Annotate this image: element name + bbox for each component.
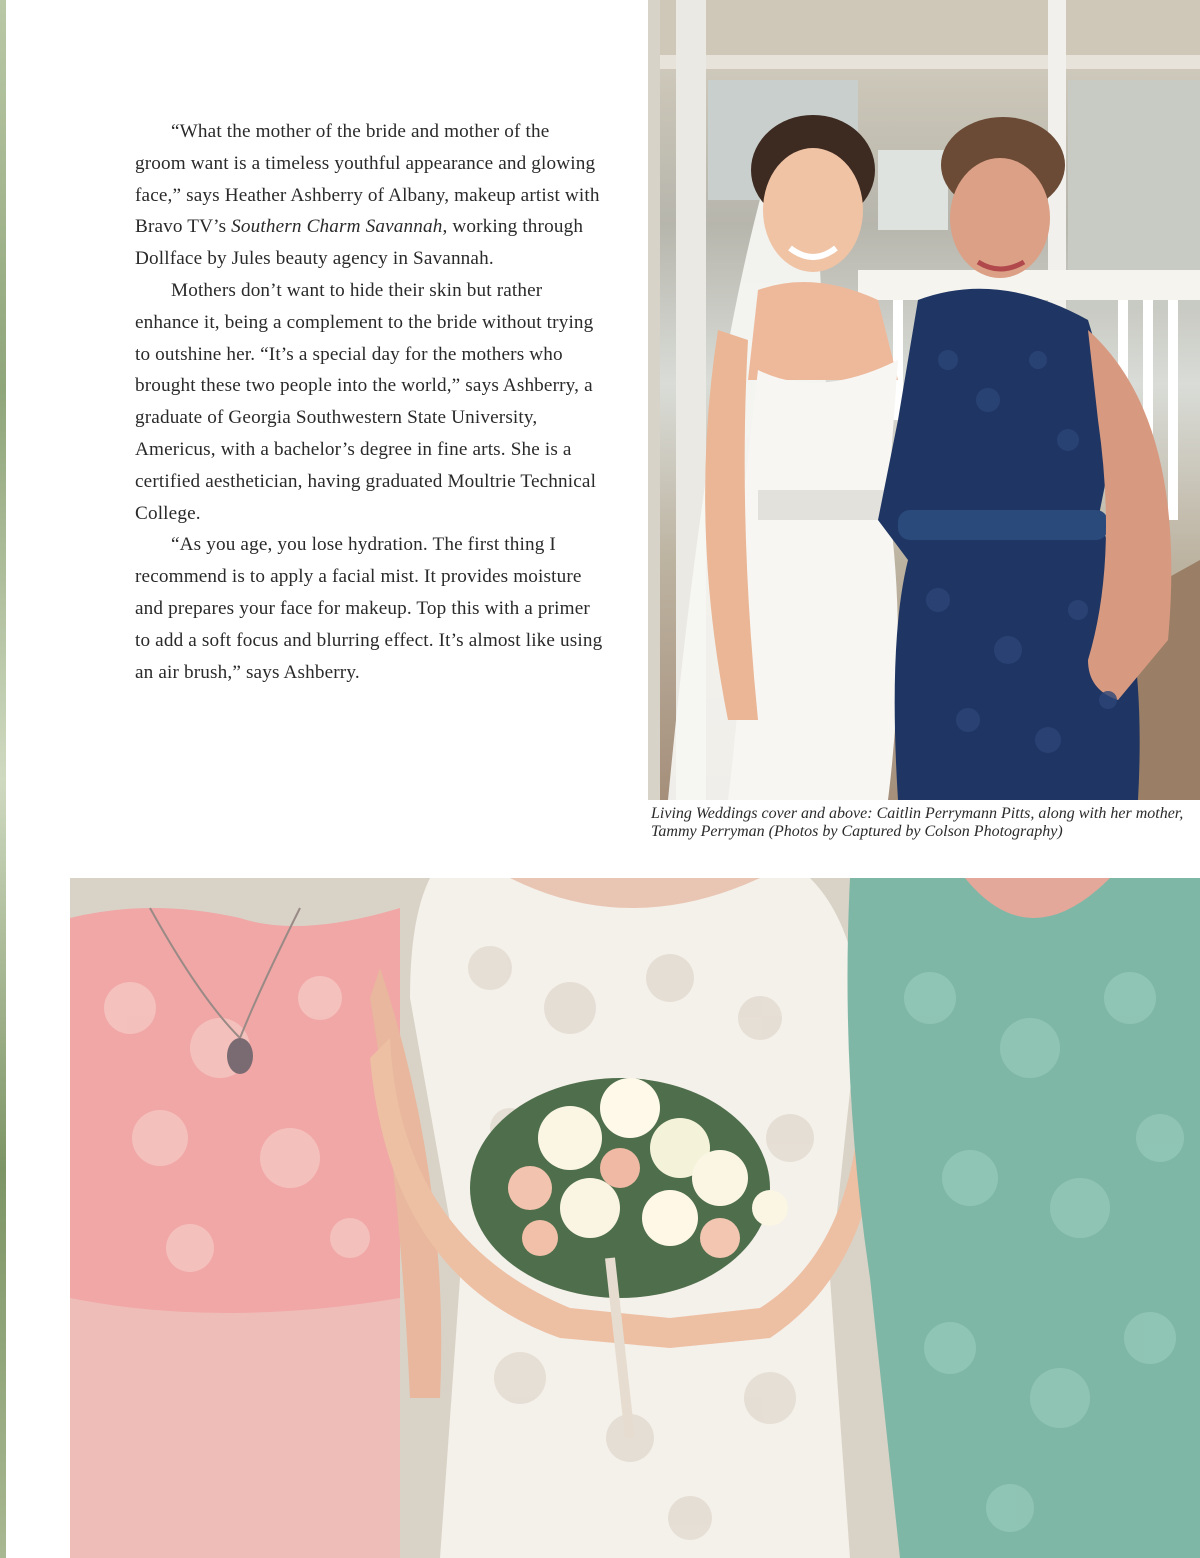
photo-caption: Living Weddings cover and above: Caitlin Perrymann Pitts, along with her mother, Tammy Perryman (Photos by Captured by Colson Photography) bbox=[651, 805, 1184, 840]
article-paragraph-1-text-b: , working through Dollface by Jules beauty agency in Savannah. bbox=[135, 216, 584, 270]
article-paragraph-1-text-a: “What the mother of the bride and mother of the groom want is a timeless youthful appearance and glowing face,” says Heather Ashberry of Albany, makeup artist with Bravo TV’s bbox=[135, 121, 600, 238]
article-paragraph-1 bbox=[135, 116, 605, 275]
bride-and-mother-illustration bbox=[648, 0, 1200, 800]
tv-show-title: Southern Charm Savannah bbox=[231, 216, 443, 238]
article-paragraph-2: Mothers don’t want to hide their skin but rather enhance it, being a complement to the bride without trying to outshine her. “It’s a special day for the mothers who brought these two people into the world,” says Ashberry, a graduate of Georgia Southwestern State University, Americus, with a bachelor’s degree in fine arts. She is a certified aesthetician, having graduated Moultrie Technical College. bbox=[135, 279, 597, 524]
article-body bbox=[135, 116, 605, 688]
dresses-and-bouquet-illustration bbox=[70, 878, 1200, 1558]
dresses-and-bouquet-photo bbox=[70, 878, 1200, 1558]
article-paragraph-3: “As you age, you lose hydration. The first thing I recommend is to apply a facial mist. It provides moisture and prepares your face for makeup. Top this with a primer to add a soft focus and blurring effect. It’s almost like using an air brush,” says Ashberry. bbox=[135, 534, 603, 683]
bride-and-mother-photo bbox=[648, 0, 1200, 800]
page-edge-strip bbox=[0, 0, 6, 1558]
